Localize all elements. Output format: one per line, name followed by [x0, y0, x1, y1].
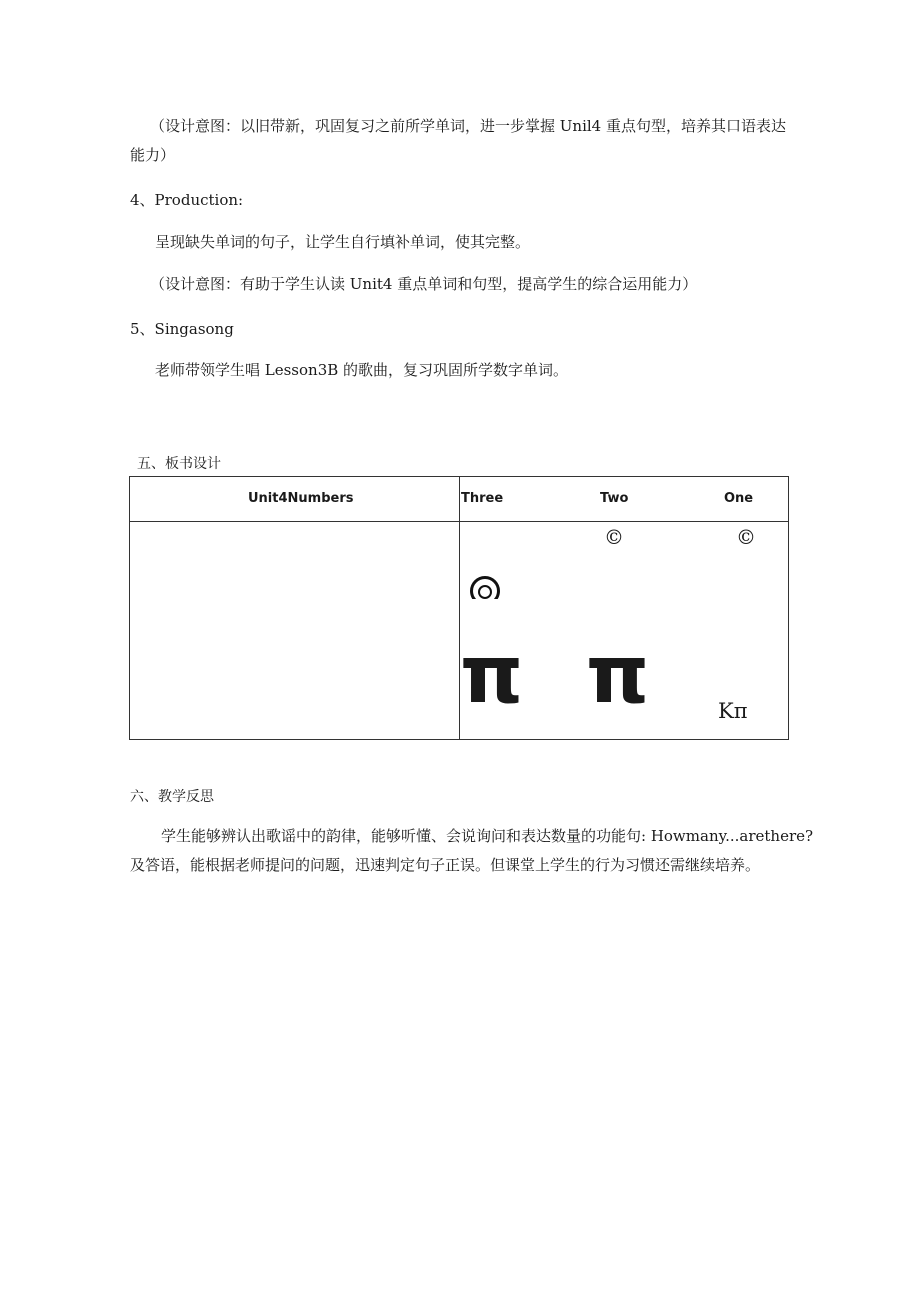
pi-mark-two: π — [586, 628, 650, 721]
design-intent-1-line-2: 能力） — [130, 146, 176, 164]
header-two: Two — [600, 491, 629, 506]
reflection-line-1: 学生能够辨认出歌谣中的韵律，能够听懂、会说询问和表达数量的功能句: Howmany...arethere? — [161, 827, 814, 845]
design-intent-2: （设计意图：有助于学生认读 Unit4 重点单词和句型，提高学生的综合运用能力） — [150, 275, 698, 293]
step-4-body: 呈现缺失单词的句子，让学生自行填补单词，使其完整。 — [155, 233, 531, 251]
board-title-cell: Unit4Numbers — [248, 491, 354, 506]
arc-mark-three — [467, 573, 505, 599]
header-one: One — [724, 491, 754, 506]
board-design-heading: 五、板书设计 — [137, 456, 221, 472]
pi-mark-three: π — [460, 628, 524, 721]
design-intent-1-line-1: （设计意图：以旧带新，巩固复习之前所学单词，进一步掌握 Unil4 重点句型，培养其口语表达 — [150, 117, 786, 135]
copyright-mark-one: © — [736, 525, 756, 549]
k-pi-mark: Kπ — [718, 699, 748, 723]
copyright-mark-two: © — [604, 525, 624, 549]
step-4-title: 4、Production: — [130, 191, 244, 209]
header-three: Three — [461, 491, 504, 506]
reflection-line-2: 及答语，能根据老师提问的问题，迅速判定句子正误。但课堂上学生的行为习惯还需继续培养。 — [130, 856, 761, 874]
board-design-table — [129, 476, 789, 740]
reflection-heading: 六、教学反思 — [130, 789, 214, 805]
step-5-body: 老师带领学生唱 Lesson3B 的歌曲，复习巩固所学数字单词。 — [155, 361, 569, 379]
step-5-title: 5、Singasong — [130, 320, 234, 338]
